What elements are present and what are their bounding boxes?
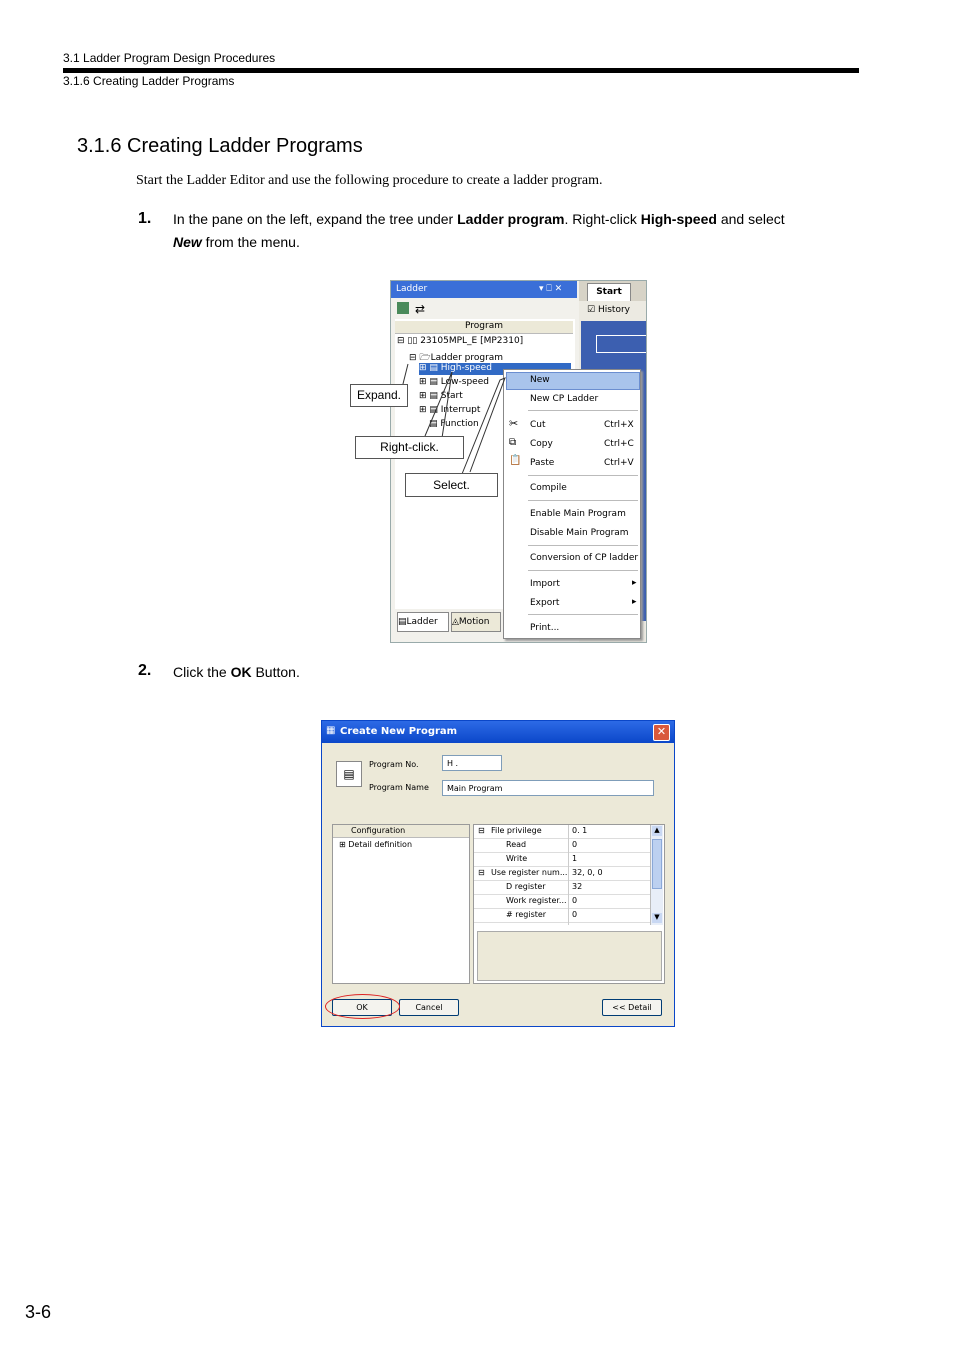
project-icon: ▯▯ <box>407 336 418 346</box>
program-name-field[interactable]: Main Program <box>442 780 654 796</box>
page-number: 3-6 <box>25 1302 52 1322</box>
menu-shortcut-copy: Ctrl+C <box>604 439 634 449</box>
menu-separator <box>528 570 638 571</box>
menu-item-print[interactable]: Print... <box>530 623 560 633</box>
step-2-t1: Click the <box>173 664 231 680</box>
cancel-button[interactable]: Cancel <box>399 999 459 1016</box>
scissors-icon: ✂ <box>509 417 519 430</box>
motion-tab-icon: ◬ <box>452 617 459 627</box>
menu-item-conversion-cp-ladder[interactable]: Conversion of CP ladder <box>530 553 639 563</box>
tree-view-icon[interactable] <box>397 302 409 314</box>
grid-key: Write <box>506 854 528 863</box>
configuration-panel <box>332 824 470 984</box>
tree-node-ladder-program-label: Ladder program <box>430 353 504 363</box>
grid-value: 0 <box>572 910 578 919</box>
menu-item-enable-main-program[interactable]: Enable Main Program <box>530 509 626 519</box>
grid-row[interactable] <box>474 909 650 923</box>
history-button[interactable] <box>587 305 630 315</box>
tree-node-interrupt-label: Interrupt <box>440 405 481 415</box>
step-2-b1: OK <box>230 664 252 680</box>
grid-divider <box>568 825 569 925</box>
tree-node-project[interactable]: ⊟ ▯▯ 23105MPL_E [MP2310] <box>397 336 524 346</box>
grid-key: D register <box>506 882 546 891</box>
step-2-number: 2. <box>138 662 152 679</box>
pane-controls[interactable]: ▾ ⎕ ✕ <box>539 284 563 294</box>
menu-highlight <box>506 372 640 390</box>
step-1-t1: In the pane on the left, expand the tree under <box>173 211 458 227</box>
grid-row[interactable]: ⊟ File privilege 0. 1 <box>474 825 650 839</box>
tab-motion[interactable] <box>451 612 501 632</box>
grid-value: 32, 0, 0 <box>572 868 603 877</box>
step-1-b2: High-speed <box>640 211 717 227</box>
step-1-number: 1. <box>138 210 152 227</box>
context-menu <box>503 369 641 639</box>
scroll-up-icon[interactable]: ▲ <box>652 826 662 836</box>
grid-value: 32 <box>572 882 583 891</box>
tree-node-function[interactable]: ▤ Function <box>429 419 479 429</box>
intro-paragraph: Start the Ladder Editor and use the following procedure to create a ladder program. <box>136 173 603 188</box>
menu-item-new[interactable]: New <box>530 375 550 385</box>
step-1-b3: New <box>173 234 202 250</box>
detail-definition-label: Detail definition <box>348 840 413 849</box>
folder-icon: 🗁 <box>419 353 431 363</box>
configuration-header-label: Configuration <box>351 826 406 835</box>
grid-row[interactable]: ⊟ Use register num... 32, 0, 0 <box>474 867 650 881</box>
tab-motion-label: Motion <box>458 617 490 627</box>
step-1-t2: . Right-click <box>564 211 641 227</box>
menu-item-paste[interactable]: Paste <box>530 458 555 468</box>
grid-key: Work register... <box>506 896 567 905</box>
grid-key: # register <box>506 910 547 919</box>
grid-row[interactable] <box>474 895 650 909</box>
create-new-program-dialog <box>321 720 675 1027</box>
tree-node-start[interactable]: ⊞ ▤ Start <box>419 391 463 401</box>
program-icon: ▤ <box>336 761 362 787</box>
menu-separator <box>528 545 638 546</box>
menu-item-export[interactable]: Export <box>530 598 560 608</box>
dialog-titlebar <box>322 721 674 743</box>
step-2-t2: Button. <box>251 664 300 680</box>
tab-start[interactable]: Start <box>587 283 631 301</box>
menu-separator <box>528 410 638 411</box>
menu-item-new-cp-ladder[interactable]: New CP Ladder <box>530 394 599 404</box>
grid-value: 1 <box>572 854 578 863</box>
scroll-thumb[interactable] <box>652 839 662 889</box>
step-1-b1: Ladder program <box>457 211 565 227</box>
sort-icon[interactable]: ⇄ <box>415 302 426 316</box>
step-1-t4: from the menu. <box>201 234 300 250</box>
step-1-text <box>173 208 863 254</box>
menu-item-import[interactable]: Import <box>530 579 560 589</box>
program-name-label: Program Name <box>369 783 429 792</box>
tree-node-project-label: 23105MPL_E [MP2310] <box>420 336 524 346</box>
detail-definition-node[interactable]: ⊞ Detail definition <box>339 840 413 849</box>
app-icon: ▦ <box>326 725 336 736</box>
leader-right-click <box>425 372 452 438</box>
running-header-section: 3.1 Ladder Program Design Procedures <box>63 51 276 65</box>
step-2-text <box>173 661 300 684</box>
menu-separator <box>528 475 638 476</box>
description-area <box>477 931 662 981</box>
menu-separator <box>528 500 638 501</box>
history-icon: ☑ <box>587 305 596 315</box>
ladder-pane-titlebar <box>391 281 577 298</box>
menu-item-copy[interactable]: Copy <box>530 439 553 449</box>
grid-value: 0 <box>572 896 578 905</box>
menu-item-compile[interactable]: Compile <box>530 483 567 493</box>
tree-node-low-speed-label: Low-speed <box>440 377 489 387</box>
ladder-tab-icon: ▤ <box>398 617 407 627</box>
program-no-label: Program No. <box>369 760 419 769</box>
ok-button[interactable]: OK <box>332 999 392 1016</box>
close-icon[interactable]: ✕ <box>653 724 670 741</box>
menu-item-cut[interactable]: Cut <box>530 420 546 430</box>
tree-node-ladder-program[interactable]: ⊟ 🗁Ladder program <box>409 353 504 363</box>
callout-select: Select. <box>405 473 498 497</box>
running-header-subsection: 3.1.6 Creating Ladder Programs <box>63 74 235 88</box>
grid-row[interactable] <box>474 881 650 895</box>
grid-value: 0 <box>572 840 578 849</box>
tree-node-high-speed-label: High-speed <box>440 363 492 373</box>
tree-node-low-speed[interactable]: ⊞ ▤ Low-speed <box>419 377 489 387</box>
menu-shortcut-cut: Ctrl+X <box>604 420 634 430</box>
tab-ladder[interactable] <box>397 612 449 632</box>
header-rule <box>63 68 859 73</box>
grid-key: Read <box>506 840 527 849</box>
grid-value: 0. 1 <box>572 826 588 835</box>
detail-button[interactable]: << Detail <box>602 999 662 1016</box>
paste-icon: 📋 <box>509 455 522 466</box>
ok-highlight-circle <box>325 994 400 1019</box>
step-1-t3: and select <box>716 211 785 227</box>
tree-node-high-speed[interactable]: ⊞ ▤ High-speed <box>419 363 571 375</box>
ladder-pane-title: Ladder <box>396 284 428 294</box>
callout-right-click: Right-click. <box>355 436 464 459</box>
configuration-header <box>333 825 469 838</box>
start-page-frame <box>596 335 647 353</box>
tree-node-start-label: Start <box>440 391 463 401</box>
tab-ladder-label: Ladder <box>406 617 438 627</box>
menu-shortcut-paste: Ctrl+V <box>604 458 634 468</box>
callout-expand: Expand. <box>350 384 408 407</box>
submenu-arrow-icon: ▸ <box>632 578 637 588</box>
section-title: 3.1.6 Creating Ladder Programs <box>77 135 363 157</box>
menu-separator <box>528 614 638 615</box>
history-label: History <box>597 305 630 315</box>
tree-node-interrupt[interactable]: ⊞ ▤ Interrupt <box>419 405 481 415</box>
property-grid <box>473 824 665 984</box>
submenu-arrow-icon: ▸ <box>632 597 637 607</box>
menu-item-disable-main-program[interactable]: Disable Main Program <box>530 528 629 538</box>
grid-key: Use register num... <box>491 868 568 877</box>
grid-key: File privilege <box>491 826 542 835</box>
copy-icon: ⧉ <box>509 437 517 448</box>
grid-row[interactable] <box>474 853 650 867</box>
program-no-field[interactable]: H . <box>442 755 502 771</box>
scroll-down-icon[interactable]: ▼ <box>652 913 662 923</box>
leader-select <box>462 378 505 474</box>
tree-column-header: Program <box>395 321 573 334</box>
tree-node-function-label: Function <box>440 419 479 429</box>
grid-row[interactable] <box>474 839 650 853</box>
dialog-title: Create New Program <box>340 726 458 737</box>
grid-scrollbar[interactable] <box>650 825 663 925</box>
